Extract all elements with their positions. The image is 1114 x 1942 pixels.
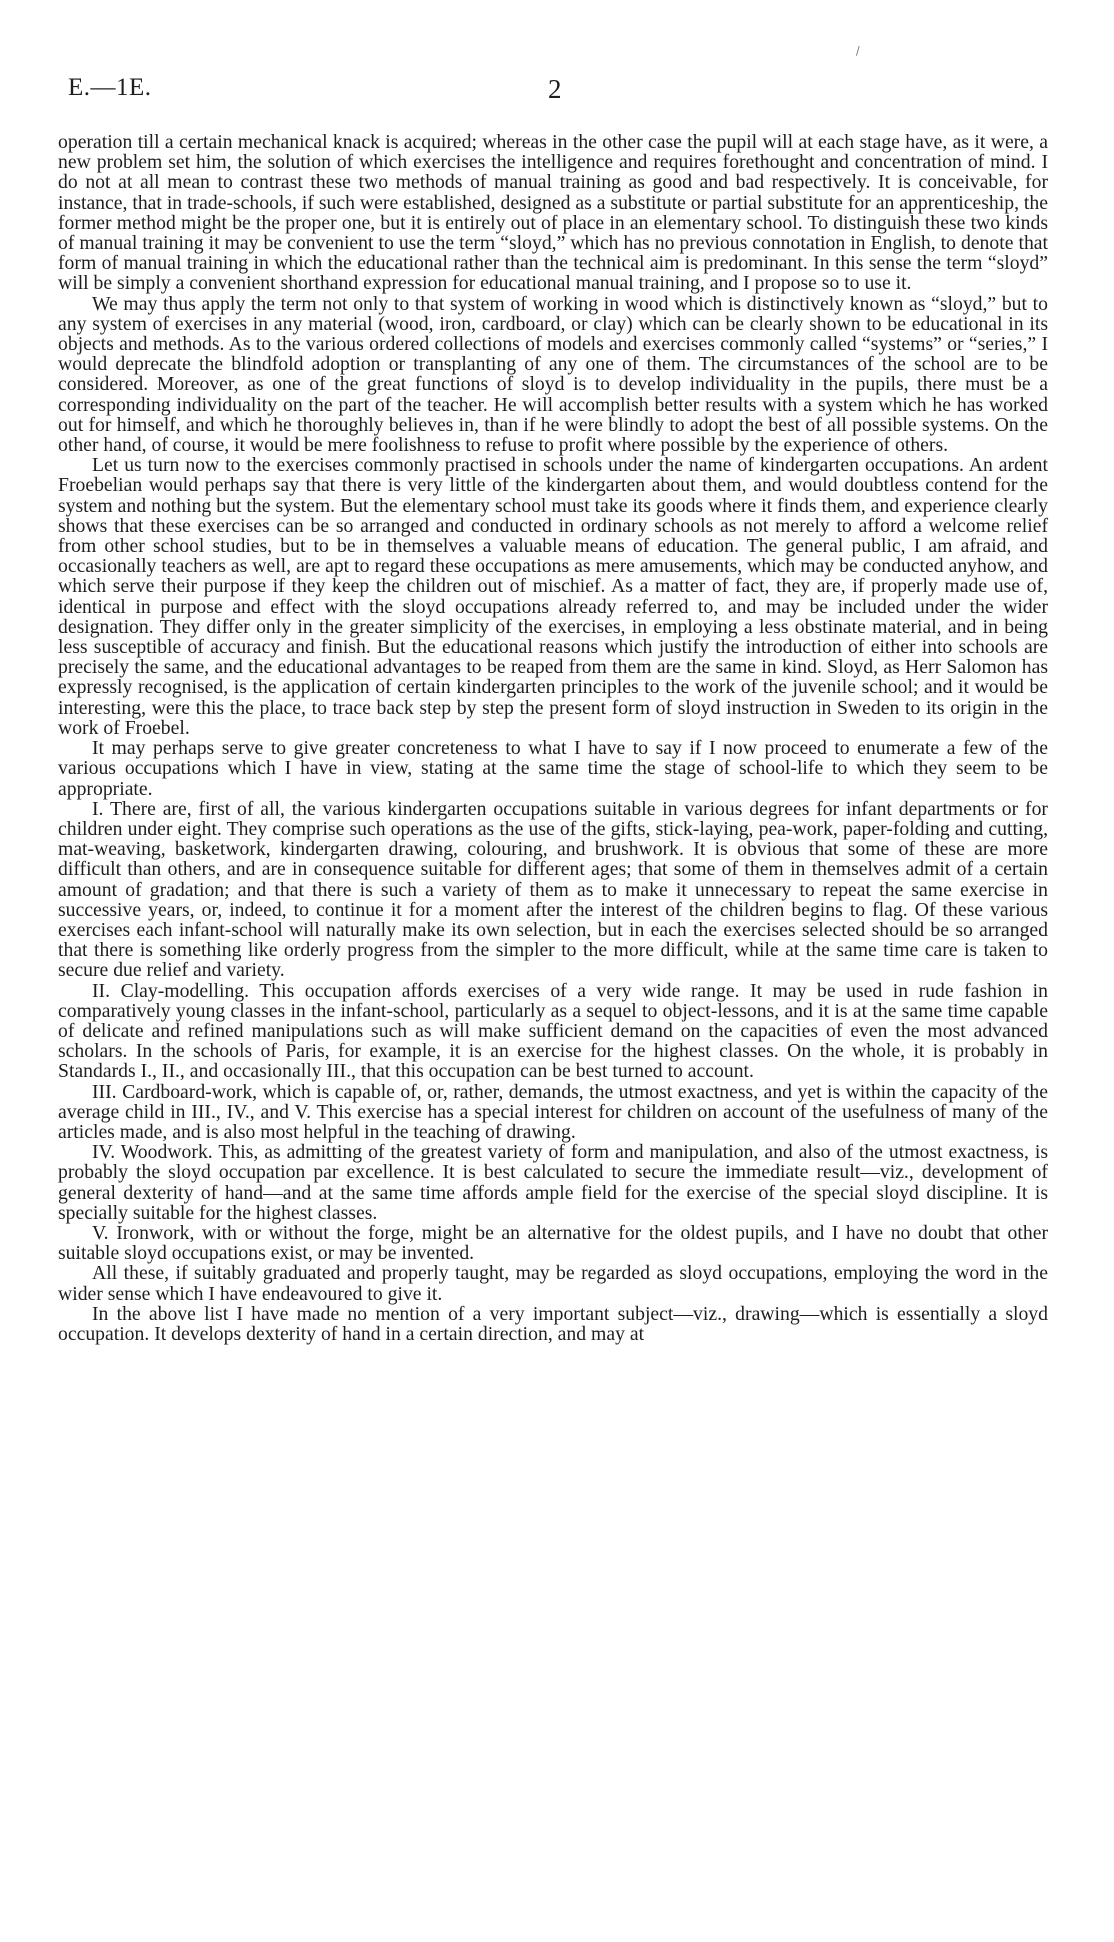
body-text bbox=[58, 132, 1048, 1344]
document-reference: E.—1E. bbox=[68, 74, 152, 101]
paragraph-continuation: operation till a certain mechanical knack is acquired; whereas in the other case the pupil will at each stage have, as it were, a new problem set him, the solution of which exercises the intelligence and requires forethought and concentration of mind. I do not at all mean to contrast these two methods of manual training as good and bad respectively. It is conceivable, for instance, that in trade-schools, if such were established, designed as a substitute or partial substitute for an apprenticeship, the former method might be the proper one, but it is entirely out of place in an elementary school. To distinguish these two kinds of manual training it may be convenient to use the term “sloyd,” which has no previous connotation in English, to denote that form of manual training in which the educational rather than the technical aim is predominant. In this sense the term “sloyd” will be simply a convenient shorthand expression for educational manual training, and I propose so to use it. bbox=[58, 131, 1048, 295]
paragraph-drawing: In the above list I have made no mention of a very important subject—viz., drawing—which is essentially a sloyd occupation. It develops dexterity of hand in a certain direction, and may at bbox=[58, 1302, 1048, 1345]
page-number: 2 bbox=[548, 74, 562, 104]
paragraph-sloyd-term: We may thus apply the term not only to that system of working in wood which is distinctively known as “sloyd,” but to any system of exercises in any material (wood, iron, cardboard, or clay) which can be clearly shown to be educational in its objects and methods. As to the various ordered collections of models and exercises commonly called “systems” or “series,” I would deprecate the blindfold adoption or transplanting of any one of them. The circumstances of the school are to be considered. Moreover, as one of the great functions of sloyd is to develop individuality in the pupils, there must be a corresponding individuality on the part of the teacher. He will accomplish better results with a system which he has worked out for himself, and which he thoroughly believes in, than if he were blindly to adopt the best of all possible systems. On the other hand, of course, it would be mere foolishness to refuse to profit where possible by the experience of others. bbox=[58, 292, 1048, 457]
paragraph-enumerate: It may perhaps serve to give greater concreteness to what I have to say if I now proceed to enumerate a few of the various occupations which I have in view, stating at the same time the stage of school-life to which they seem to be appropriate. bbox=[58, 737, 1048, 800]
paragraph-all-these: All these, if suitably graduated and properly taught, may be regarded as sloyd occupations, employing the word in the wider sense which I have endeavoured to give it. bbox=[58, 1262, 1048, 1305]
paragraph-item-5: V. Ironwork, with or without the forge, might be an alternative for the oldest pupils, and I have no doubt that other suitable sloyd occupations exist, or may be invented. bbox=[58, 1221, 1048, 1265]
paragraph-kindergarten: Let us turn now to the exercises commonly practised in schools under the name of kindergarten occupations. An ardent Froebelian would perhaps say that there is very little of the kindergarten about them, and would doubtless contend for the system and nothing but the system. But the elementary school must take its goods where it finds them, and experience clearly shows that these exercises can be so arranged and conducted in ordinary schools as not merely to afford a welcome relief from other school studies, but to be in themselves a valuable means of education. The general public, I am afraid, and occasionally teachers as well, are apt to regard these occupations as mere amusements, which may be conducted anyhow, and which serve their purpose if they keep the children out of mischief. As a matter of fact, they are, if properly made use of, identical in purpose and effect with the sloyd occupations already referred to, and may be included under the wider designation. They differ only in the greater simplicity of the exercises, in employing a less obstinate material, and in being less susceptible of accuracy and finish. But the educational reasons which justify the introduction of either into schools are precisely the same, and the educational advantages to be reaped from them are the same in kind. Sloyd, as Herr Salomon has expressly recognised, is the application of certain kindergarten principles to the work of the juvenile school; and it would be interesting, were this the place, to trace back step by step the present form of sloyd instruction in Sweden to its origin in the work of Froebel. bbox=[58, 454, 1048, 739]
paragraph-item-1: I. There are, first of all, the various kindergarten occupations suitable in various degrees for infant departments or for children under eight. They comprise such operations as the use of the gifts, stick-laying, pea-work, paper-folding and cutting, mat-weaving, basketwork, kindergarten drawing, colouring, and brushwork. It is obvious that some of these are more difficult than others, and are in consequence suitable for different ages; that some of them in themselves admit of a certain amount of gradation; and that there is such a variety of them as to make it unnecessary to repeat the same exercise in successive years, or, indeed, to continue it for a moment after the interest of the children begins to flag. Of these various exercises each infant-school will naturally make its own selection, but in each the exercises selected should be so arranged that there is something like orderly progress from the simpler to the more difficult, while at the same time care is taken to secure due relief and variety. bbox=[58, 797, 1048, 982]
page-header bbox=[68, 44, 1046, 114]
stray-mark: \ bbox=[851, 44, 864, 59]
paragraph-item-4: IV. Woodwork. This, as admitting of the greatest variety of form and manipulation, and also of the utmost exactness, is probably the sloyd occupation par excellence. It is best calculated to secure the immediate result—viz., development of general dexterity of hand—and at the same time affords ample field for the exercise of the special sloyd discipline. It is specially suitable for the highest classes. bbox=[58, 1141, 1048, 1224]
paragraph-item-3: III. Cardboard-work, which is capable of, or, rather, demands, the utmost exactness, and yet is within the capacity of the average child in III., IV., and V. This exercise has a special interest for children on account of the usefulness of many of the articles made, and is also most helpful in the teaching of drawing. bbox=[58, 1080, 1048, 1143]
paragraph-item-2: II. Clay-modelling. This occupation affords exercises of a very wide range. It may be used in rude fashion in comparatively young classes in the infant-school, particularly as a sequel to object-lessons, and it is at the same time capable of delicate and refined manipulations such as will make sufficient demand on the capacities of even the most advanced scholars. In the schools of Paris, for example, it is an exercise for the highest classes. On the whole, it is probably in Standards I., II., and occasionally III., that this occupation can be best turned to account. bbox=[58, 979, 1048, 1083]
